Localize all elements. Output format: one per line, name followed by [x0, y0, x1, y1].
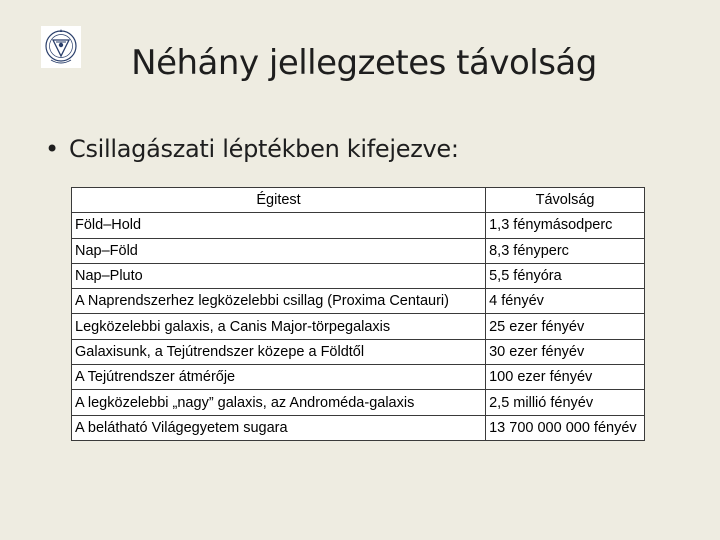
table-row: [72, 390, 645, 415]
cell-distance: 13 700 000 000 fényév: [486, 415, 645, 440]
table-row: [72, 314, 645, 339]
slide-title: Néhány jellegzetes távolság: [131, 43, 597, 83]
header-celestial-body: Égitest: [72, 188, 486, 213]
table-row: [72, 365, 645, 390]
distance-table: [71, 187, 645, 441]
cell-distance: 100 ezer fényév: [486, 365, 645, 390]
cell-celestial-body: A legközelebbi „nagy” galaxis, az Androméda-galaxis: [72, 390, 486, 415]
cell-distance: 2,5 millió fényév: [486, 390, 645, 415]
header-distance: Távolság: [486, 188, 645, 213]
table-row: [72, 263, 645, 288]
table-row: [72, 289, 645, 314]
bullet-marker: •: [45, 135, 59, 163]
cell-celestial-body: Galaxisunk, a Tejútrendszer közepe a Földtől: [72, 339, 486, 364]
cell-celestial-body: Nap–Föld: [72, 238, 486, 263]
table-row: [72, 213, 645, 238]
cell-distance: 25 ezer fényév: [486, 314, 645, 339]
cell-celestial-body: A Tejútrendszer átmérője: [72, 365, 486, 390]
cell-celestial-body: Legközelebbi galaxis, a Canis Major-törpegalaxis: [72, 314, 486, 339]
table-row: [72, 238, 645, 263]
cell-celestial-body: A Naprendszerhez legközelebbi csillag (Proxima Centauri): [72, 289, 486, 314]
table-row: [72, 339, 645, 364]
table-row: [72, 415, 645, 440]
cell-distance: 5,5 fényóra: [486, 263, 645, 288]
cell-celestial-body: Föld–Hold: [72, 213, 486, 238]
cell-celestial-body: Nap–Pluto: [72, 263, 486, 288]
cell-distance: 1,3 fénymásodperc: [486, 213, 645, 238]
bullet-item: [45, 135, 459, 163]
bullet-text: Csillagászati léptékben kifejezve:: [69, 135, 459, 163]
table-header-row: [72, 188, 645, 213]
cell-celestial-body: A belátható Világegyetem sugara: [72, 415, 486, 440]
cell-distance: 8,3 fényperc: [486, 238, 645, 263]
cell-distance: 4 fényév: [486, 289, 645, 314]
cell-distance: 30 ezer fényév: [486, 339, 645, 364]
